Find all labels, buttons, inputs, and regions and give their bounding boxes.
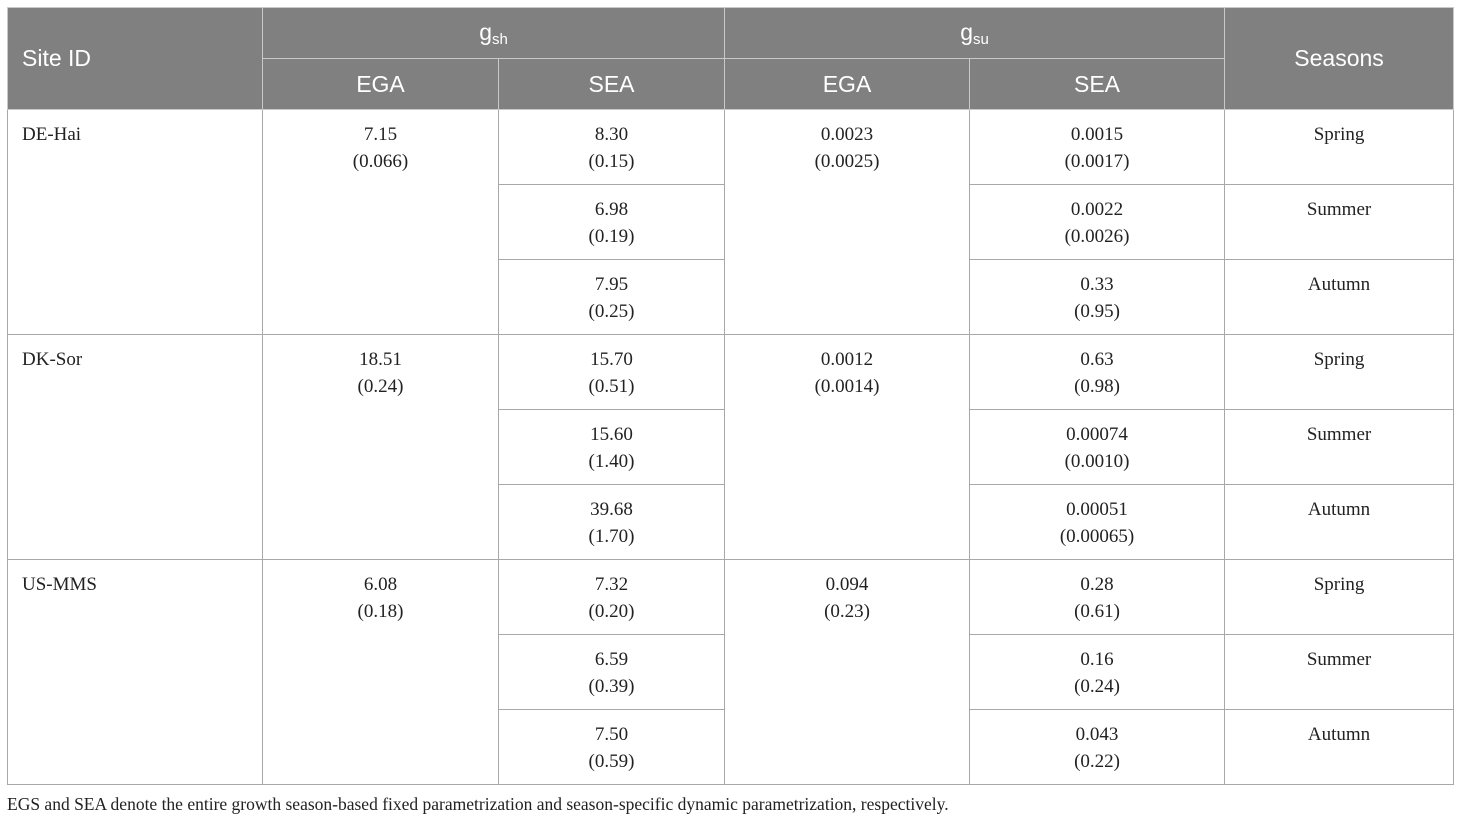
gsu-ega-cell [725,335,970,560]
parameter-table [7,7,1454,785]
table-container [7,7,1453,815]
cell-error: (0.0026) [1064,226,1130,247]
header-gsu [725,8,1225,59]
gsh-ega-cell [263,335,499,560]
gsu-ega-cell [725,110,970,335]
site-id-cell: DE-Hai [8,110,263,335]
cell-value: 0.00051 [1066,499,1128,520]
gsh-base: g [479,18,492,45]
cell-error: (0.98) [1074,376,1120,397]
cell-value: 7.32 [594,574,629,595]
season-cell: Spring [1225,110,1454,185]
cell-error: (0.0010) [1064,451,1130,472]
cell-value: 15.70 [590,349,633,370]
gsh-sea-cell [499,335,725,410]
gsu-sea-cell [970,185,1225,260]
gsu-ega-cell [725,560,970,785]
cell-error: (0.0017) [1064,151,1130,172]
cell-error: (0.19) [588,226,635,247]
cell-error: (0.95) [1074,301,1120,322]
season-cell: Summer [1225,410,1454,485]
header-row-top [8,8,1454,59]
cell-value: 18.51 [359,349,402,370]
season-cell: Autumn [1225,710,1454,785]
gsh-sea-cell [499,185,725,260]
gsu-sea-cell [970,260,1225,335]
site-id-cell: US-MMS [8,560,263,785]
cell-error: (0.59) [588,751,635,772]
gsh-sub: sh [491,30,508,48]
table-row [8,110,1454,185]
cell-value: 0.00074 [1066,424,1128,445]
cell-error: (0.51) [588,376,635,397]
cell-value: 6.59 [594,649,629,670]
cell-value: 6.98 [594,199,629,220]
cell-error: (0.18) [357,601,404,622]
cell-error: (0.15) [588,151,635,172]
cell-error: (0.24) [357,376,404,397]
site-id-cell: DK-Sor [8,335,263,560]
season-cell: Spring [1225,560,1454,635]
cell-error: (1.40) [588,451,635,472]
gsu-sub: su [973,30,989,48]
table-body [8,110,1454,785]
gsh-ega-cell [263,110,499,335]
gsu-sea-cell [970,335,1225,410]
cell-error: (0.20) [588,601,635,622]
cell-value: 0.043 [1075,724,1119,745]
header-gsh [263,8,725,59]
cell-value: 15.60 [590,424,633,445]
cell-value: 7.95 [594,274,629,295]
table-row [8,560,1454,635]
cell-value: 0.0023 [820,124,874,145]
gsh-sea-cell [499,260,725,335]
gsh-sea-cell [499,110,725,185]
gsh-sea-cell [499,560,725,635]
gsh-sea-cell [499,635,725,710]
header-gsu-sea: SEA [970,59,1225,110]
season-cell: Autumn [1225,260,1454,335]
header-seasons: Seasons [1225,8,1454,110]
cell-error: (0.39) [588,676,635,697]
header-site-id: Site ID [8,8,263,110]
season-cell: Spring [1225,335,1454,410]
cell-value: 0.094 [825,574,869,595]
cell-value: 0.0015 [1070,124,1124,145]
cell-value: 7.15 [363,124,398,145]
cell-value: 7.50 [594,724,629,745]
cell-error: (0.24) [1074,676,1120,697]
gsu-sea-cell [970,710,1225,785]
cell-error: (1.70) [588,526,635,547]
season-cell: Autumn [1225,485,1454,560]
cell-value: 0.0012 [820,349,874,370]
gsu-base: g [960,18,973,45]
cell-value: 6.08 [363,574,398,595]
cell-value: 39.68 [590,499,633,520]
cell-error: (0.0025) [814,151,880,172]
cell-value: 8.30 [594,124,629,145]
cell-error: (0.00065) [1059,526,1135,547]
cell-error: (0.25) [588,301,635,322]
gsu-sea-cell [970,635,1225,710]
cell-value: 0.16 [1080,649,1114,670]
gsu-sea-cell [970,410,1225,485]
season-cell: Summer [1225,635,1454,710]
cell-error: (0.61) [1074,601,1120,622]
cell-error: (0.22) [1074,751,1120,772]
gsu-sea-cell [970,110,1225,185]
cell-value: 0.28 [1080,574,1114,595]
cell-value: 0.33 [1080,274,1114,295]
cell-error: (0.0014) [814,376,880,397]
header-gsu-ega: EGA [725,59,970,110]
gsh-sea-cell [499,485,725,560]
season-cell: Summer [1225,185,1454,260]
gsh-sea-cell [499,710,725,785]
header-gsh-sea: SEA [499,59,725,110]
cell-error: (0.066) [352,151,409,172]
table-footnote: EGS and SEA denote the entire growth season-based fixed parametrization and season-specific dynamic parametrization, respectively. [7,794,949,814]
table-row [8,335,1454,410]
gsu-sea-cell [970,485,1225,560]
gsh-sea-cell [499,410,725,485]
gsh-ega-cell [263,560,499,785]
header-gsh-ega: EGA [263,59,499,110]
gsu-sea-cell [970,560,1225,635]
cell-value: 0.0022 [1070,199,1124,220]
cell-value: 0.63 [1080,349,1114,370]
cell-error: (0.23) [824,601,870,622]
